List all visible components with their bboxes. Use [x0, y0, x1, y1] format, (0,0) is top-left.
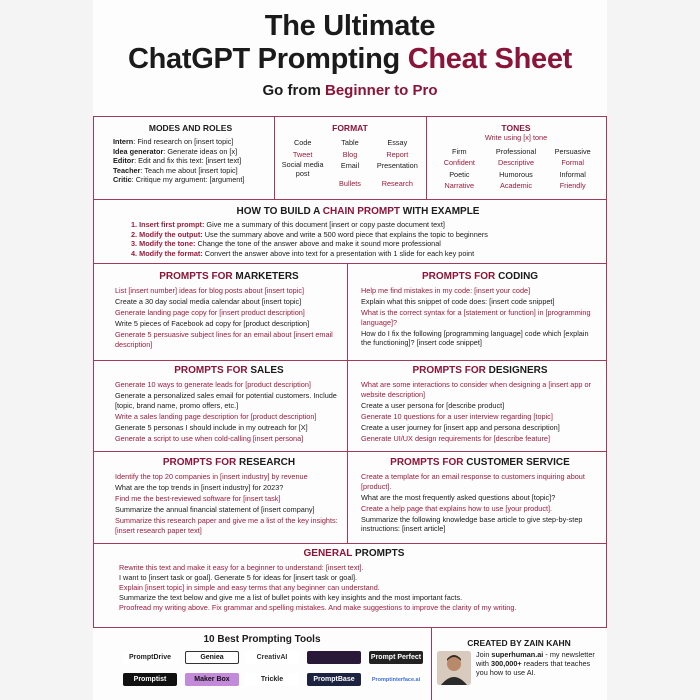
chain-step-label: 4. Modify the format:	[131, 248, 203, 258]
mode-text: : Generate ideas on [x]	[163, 146, 238, 156]
tone-item: Humorous	[499, 169, 533, 179]
format-section	[279, 123, 421, 190]
tones-title: TONES	[501, 123, 531, 133]
format-item: Code	[293, 138, 312, 147]
research-item: What are the top trends in [insert industry] for 2023?	[115, 483, 284, 493]
customer-title: PROMPTS FOR CUSTOMER SERVICE	[390, 457, 570, 468]
tone-item: Firm	[452, 146, 467, 156]
modes-title: MODES AND ROLES	[148, 123, 233, 133]
chain-step-label: 2. Modify the output:	[131, 229, 203, 239]
tone-item: Confident	[443, 158, 475, 168]
general-item: Explain [insert topic] in simple and easy terms that any beginner can understand.	[119, 583, 380, 593]
coding-item: What is the correct syntax for a [statement or function] in [programming language]?	[361, 308, 591, 327]
tool-badge[interactable]	[307, 651, 361, 664]
mode-label: Teacher	[113, 165, 141, 175]
research-item: Find me the best-reviewed software for [insert task]	[115, 494, 281, 504]
chain-step-label: 1. Insert first prompt:	[131, 220, 205, 229]
customer-section	[361, 457, 599, 536]
coding-item: Explain what this snippet of code does: [insert code snippet]	[361, 297, 555, 307]
chain-step	[123, 220, 593, 230]
modes-section	[113, 123, 268, 185]
coding-title: PROMPTS FOR CODING	[421, 271, 539, 282]
author-avatar	[437, 651, 471, 685]
mode-label: Editor	[113, 156, 135, 166]
sales-item: Generate 5 personas I should include in my outreach for [X]	[115, 422, 308, 432]
research-item: Summarize this research paper and give me a list of the key insights: [insert research paper text]	[115, 516, 338, 535]
chain-step-text: Convert the answer above into text for a presentation with 1 slide for each key point	[202, 248, 475, 258]
mode-label: Intern	[113, 137, 134, 146]
sales-item: Generate 10 ways to generate leads for [product description]	[115, 380, 311, 389]
mode-text: : Edit and fix this text: [insert text]	[134, 156, 242, 166]
marketers-item: List [insert number] ideas for blog posts about [insert topic]	[115, 286, 305, 295]
author-title: CREATED BY ZAIN KAHN	[467, 638, 571, 648]
chain-step-text: Change the tone of the answer above and make it sound more professional	[195, 239, 441, 249]
chain-step	[123, 239, 593, 249]
designers-item: Create a user persona for [describe product]	[361, 400, 505, 410]
format-item: Presentation	[376, 161, 418, 170]
tone-item: Friendly	[559, 181, 586, 191]
mode-item	[113, 156, 268, 166]
designers-item: Generate 10 questions for a user interview regarding [topic]	[361, 411, 553, 421]
mode-text: : Teach me about [insert topic]	[140, 165, 238, 175]
tone-item: Formal	[561, 158, 585, 168]
general-item: Proofread my writing above. Fix grammar and spelling mistakes. And make suggestions to improve the clarity of my writing.	[119, 603, 517, 613]
tool-badge[interactable]: Promptist	[123, 673, 177, 686]
customer-item: Create a template for an email response to customers inquiring about [product].	[361, 472, 585, 491]
chain-title: HOW TO BUILD A CHAIN PROMPT WITH EXAMPLE	[236, 206, 480, 217]
mode-item	[113, 175, 268, 185]
chain-section	[123, 206, 593, 258]
format-item: Essay	[387, 138, 408, 147]
cheat-sheet	[93, 0, 607, 700]
research-title: PROMPTS FOR RESEARCH	[162, 457, 296, 468]
designers-title: PROMPTS FOR DESIGNERS	[412, 365, 548, 376]
tone-item: Academic	[499, 181, 533, 191]
chain-step	[123, 230, 593, 240]
general-item: Rewrite this text and make it easy for a beginner to understand: [insert text].	[119, 563, 364, 572]
tool-badge[interactable]: Maker Box	[185, 673, 239, 686]
format-item: Blog	[342, 149, 358, 159]
tool-badge[interactable]: PromptBase	[307, 673, 361, 686]
tool-badge[interactable]: PromptDrive	[123, 651, 177, 664]
tool-badge[interactable]: CreativAI	[245, 651, 299, 664]
designers-item: Generate UI/UX design requirements for [describe feature]	[361, 433, 551, 443]
research-item: Identify the top 20 companies in [insert industry] by revenue	[115, 472, 308, 481]
tones-section	[431, 123, 601, 192]
tone-item: Informal	[559, 169, 586, 179]
general-item: Summarize the text below and give me a list of bullet points with key insights and the most important facts.	[119, 593, 463, 603]
mode-label: Critic	[113, 175, 132, 185]
tone-item: Narrative	[444, 181, 475, 191]
title-accent: Cheat Sheet	[407, 43, 573, 75]
sales-title: PROMPTS FOR SALES	[174, 365, 284, 376]
research-item: Summarize the annual financial statement of [insert company]	[115, 505, 315, 515]
mode-item	[113, 147, 268, 157]
general-title: GENERAL PROMPTS	[303, 548, 405, 559]
format-item: Table	[341, 138, 359, 147]
subtitle: Go from Beginner to Pro	[262, 82, 438, 99]
customer-item: What are the most frequently asked questions about [topic]?	[361, 492, 556, 502]
marketers-title: PROMPTS FOR MARKETERS	[159, 271, 299, 282]
tool-badge[interactable]: Trickle	[245, 673, 299, 686]
chain-step-label: 3. Modify the tone:	[131, 239, 196, 249]
marketers-item: Write 5 pieces of Facebook ad copy for [product description]	[115, 319, 310, 329]
coding-section	[361, 271, 599, 350]
general-item: I want to [insert task or goal]. Generate 5 for ideas for [insert task or goal].	[119, 573, 358, 583]
chain-step-text: Give me a summary of this document [insert or copy paste document text]	[204, 220, 445, 229]
research-section	[115, 457, 343, 537]
marketers-section	[115, 271, 343, 351]
tone-item: Descriptive	[497, 158, 535, 168]
tone-item: Professional	[495, 146, 537, 156]
tone-item: Poetic	[449, 169, 470, 179]
tones-subtitle: Write using [x] tone	[484, 133, 548, 142]
designers-item: What are some interactions to consider when designing a [insert app or website description]	[361, 380, 591, 399]
coding-item: How do I fix the following [programming language] code which [explain the functioning]? [insert code snippet]	[361, 328, 589, 348]
sales-section	[115, 365, 343, 445]
tool-badge[interactable]: Promptinterface.ai	[369, 673, 423, 686]
format-item: Email	[340, 161, 360, 170]
format-item: Research	[381, 179, 413, 188]
coding-item: Help me find mistakes in my code: [insert your code]	[361, 286, 531, 295]
designers-item: Create a user journey for [insert app and persona description]	[361, 422, 560, 432]
customer-item: Summarize the following knowledge base article to give step-by-step instructions: [insert article]	[361, 514, 583, 534]
chain-step-text: Use the summary above and write a 500 word piece that explains the topic to beginners	[202, 229, 488, 239]
general-section	[119, 548, 589, 613]
format-item: Social media post	[281, 160, 324, 178]
marketers-item: Create a 30 day social media calendar about [insert topic]	[115, 297, 302, 307]
sales-item: Generate a script to use when cold-calling [insert persona]	[115, 433, 304, 443]
author-text: Join superhuman.ai - my newsletter with 300,000+ readers that teaches you how to use AI.	[476, 650, 595, 677]
format-item: Bullets	[339, 179, 361, 188]
customer-item: Create a help page that explains how to use [your product].	[361, 503, 553, 513]
tool-badge[interactable]: Geniea	[185, 651, 239, 664]
title-line-2: ChatGPT Prompting Cheat Sheet	[127, 43, 573, 75]
title-line-1: The Ultimate	[264, 10, 436, 42]
tools-title: 10 Best Prompting Tools	[203, 634, 321, 645]
marketers-item: Generate 5 persuasive subject lines for an email about [insert email description]	[115, 330, 333, 349]
format-item: Tweet	[292, 149, 313, 159]
mode-text: : Find research on [insert topic]	[133, 137, 234, 146]
mode-item	[113, 166, 268, 176]
mode-text: : Critique my argument: [argument]	[131, 175, 245, 185]
newsletter-link[interactable]: superhuman.ai	[491, 650, 544, 659]
tool-badge[interactable]: Prompt Perfect	[369, 651, 423, 664]
marketers-item: Generate landing page copy for [insert product description]	[115, 308, 305, 318]
format-item	[279, 178, 326, 190]
chain-step	[123, 249, 593, 259]
tone-item: Persuasive	[554, 146, 591, 156]
sales-item: Write a sales landing page description for [product description]	[115, 411, 317, 421]
format-item: Report	[386, 149, 409, 159]
designers-section	[361, 365, 599, 445]
format-title: FORMAT	[332, 123, 368, 133]
mode-label: Idea generator	[113, 146, 164, 156]
sales-item: Generate a personalized sales email for potential customers. Include [topic, brand name, promo offers, etc.]	[115, 391, 337, 410]
mode-item	[113, 137, 268, 147]
